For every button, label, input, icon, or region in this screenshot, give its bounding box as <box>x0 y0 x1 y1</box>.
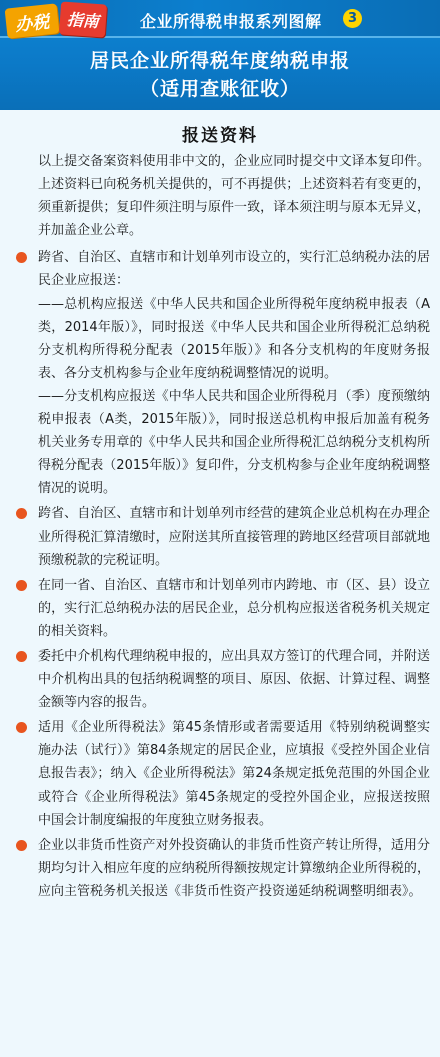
bullet-dot-icon <box>16 580 27 591</box>
brand-badge-left <box>5 3 60 38</box>
brand-left-label: 办税 <box>14 12 51 36</box>
bullet-dot-icon <box>16 651 27 662</box>
content-body <box>0 150 440 903</box>
series-title: 企业所得税申报系列图解 <box>140 12 322 31</box>
header-banner <box>0 0 440 110</box>
list-item-text: 跨省、自治区、直辖市和计划单列市设立的，实行汇总纳税办法的居民企业应报送： <box>38 250 430 289</box>
bullet-dot-icon <box>16 840 27 851</box>
series-number-badge: 3 <box>343 9 362 28</box>
list-item-text: 跨省、自治区、直辖市和计划单列市经营的建筑企业总机构在办理企业所得税汇算清缴时，应附送其所直接管理的跨地区经营项目部就地预缴税款的完税证明。 <box>38 506 430 568</box>
brand-right-label: 指南 <box>66 9 100 32</box>
bullet-dot-icon <box>16 252 27 263</box>
page-subtitle: （适用查账征收） <box>139 78 300 100</box>
page-title: 居民企业所得税年度纳税申报 <box>89 50 350 72</box>
list-item-text: 企业以非货币性资产对外投资确认的非货币性资产转让所得，适用分期均匀计入相应年度的应纳税所得额按规定计算缴纳企业所得税的，应向主管税务机关报送《非货币性资产投资递延纳税调整明细表》。 <box>38 837 430 899</box>
list-item-text: 委托中介机构代理纳税申报的，应出具双方签订的代理合同，并附送中介机构出具的包括纳税调整的项目、原因、依据、计算过程、调整金额等内容的报告。 <box>38 648 430 711</box>
list-item <box>0 502 440 571</box>
list-item <box>0 246 440 500</box>
list-item <box>0 834 440 903</box>
list-item <box>0 716 440 831</box>
list-item-subtext: ——分支机构应报送《中华人民共和国企业所得税月（季）度预缴纳税申报表（A类，2015年版）》，同时报送总机构申报后加盖有税务机关业务专用章的《中华人民共和国企业所得税汇总纳税分支机构所得税分配表（2015年版）》复印件，分支机构参与企业年度纳税调整情况的说明。 <box>38 388 430 497</box>
top-bar <box>0 0 440 38</box>
brand-badge-right <box>59 1 107 37</box>
list-item-text: 在同一省、自治区、直辖市和计划单列市内跨地、市（区、县）设立的，实行汇总纳税办法的居民企业，总分机构应报送省税务机关规定的相关资料。 <box>38 577 430 639</box>
list-item <box>0 645 440 714</box>
section-title: 报送资料 <box>182 126 258 146</box>
bullet-dot-icon <box>16 722 27 733</box>
intro-paragraph: 以上提交备案资料使用非中文的，企业应同时提交中文译本复印件。上述资料已向税务机关提供的，可不再提供；上述资料若有变更的，须重新提供；复印件须注明与原件一致，译本须注明与原本无异义，并加盖企业公章。 <box>38 154 430 239</box>
list-item-text: 适用《企业所得税法》第45条情形或者需要适用《特别纳税调整实施办法（试行）》第84条规定的居民企业，应填报《受控外国企业信息报告表》；纳入《企业所得税法》第24条规定抵免范围的外国企业或符合《企业所得税法》第45条规定的受控外国企业，应报送按照中国会计制度编报的年度独立财务报表。 <box>38 720 430 828</box>
bullet-dot-icon <box>16 508 27 519</box>
list-item-subtext: ——总机构应报送《中华人民共和国企业所得税年度纳税申报表（A类，2014年版）》，同时报送《中华人民共和国企业所得税汇总纳税分支机构所得税分配表（2015年版）》和各分支机构的年度财务报表、各分支机构参与企业年度纳税调整情况的说明。 <box>38 296 430 381</box>
list-item <box>0 574 440 643</box>
